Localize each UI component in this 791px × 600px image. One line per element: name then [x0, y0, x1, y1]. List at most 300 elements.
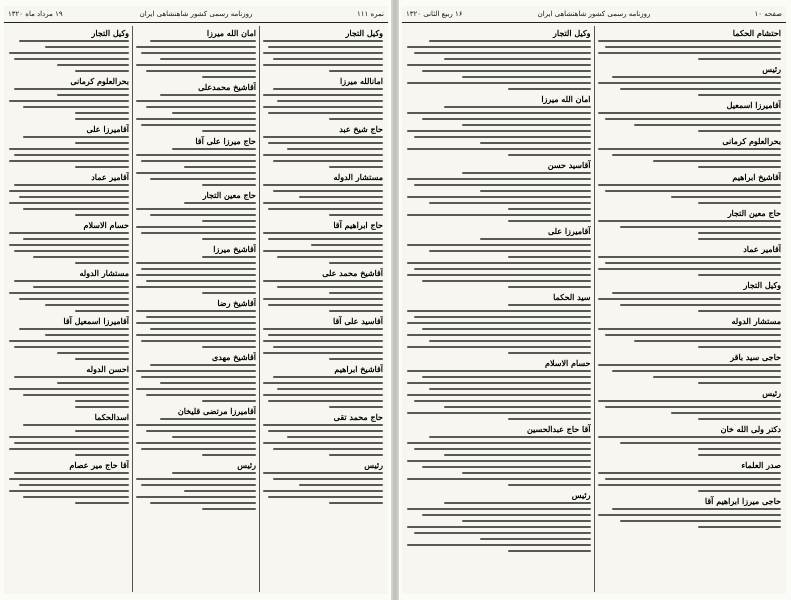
text-line	[263, 202, 383, 204]
text-line	[202, 508, 256, 510]
text-line	[598, 484, 782, 486]
text-line	[407, 196, 591, 198]
text-line	[414, 136, 590, 138]
text-line	[698, 94, 781, 96]
paragraph-text	[263, 40, 383, 72]
text-line	[202, 400, 256, 402]
text-line	[273, 448, 383, 450]
paragraph-text	[9, 88, 129, 120]
speaker-heading: حاج ابراهیم آقا	[333, 220, 383, 230]
text-line	[150, 328, 256, 330]
text-line	[136, 286, 256, 288]
speaker-heading: حسام الاسلام	[545, 358, 591, 368]
text-line	[329, 358, 383, 360]
paragraph-text	[9, 424, 129, 456]
speaker-heading: اسدالحکما	[94, 412, 129, 422]
speaker-heading: وکیل التجار	[553, 28, 591, 38]
text-line	[268, 496, 383, 498]
text-line	[9, 436, 129, 438]
text-line	[263, 382, 383, 384]
text-line	[620, 88, 781, 90]
text-line	[508, 208, 591, 210]
text-line	[273, 190, 383, 192]
text-line	[407, 322, 591, 324]
text-line	[263, 52, 383, 54]
speaker-heading: آقاشیخ محمدعلی	[198, 82, 256, 92]
text-line	[329, 292, 383, 294]
text-line	[414, 268, 590, 270]
text-line	[75, 262, 129, 264]
text-line	[14, 250, 129, 252]
text-line	[263, 352, 383, 354]
text-line	[273, 58, 383, 60]
text-line	[329, 166, 383, 168]
text-line	[9, 232, 129, 234]
text-line	[9, 52, 129, 54]
paragraph-text	[598, 220, 782, 240]
text-line	[634, 124, 781, 126]
left-page	[4, 6, 388, 594]
text-line	[136, 208, 256, 210]
speaker-heading: حاجی میرزا ابراهیم آقا	[704, 496, 781, 506]
right-column-1	[594, 26, 785, 592]
text-line	[273, 376, 383, 378]
right-page-number: صفحه ۱۰	[754, 10, 782, 18]
text-line	[136, 274, 256, 276]
text-line	[202, 130, 256, 132]
text-line	[698, 490, 781, 492]
text-line	[329, 502, 383, 504]
text-line	[407, 310, 591, 312]
text-line	[141, 448, 256, 450]
text-line	[146, 316, 256, 318]
text-line	[146, 394, 256, 396]
paragraph-text	[598, 148, 782, 168]
paragraph-text	[263, 232, 383, 264]
text-line	[141, 160, 256, 162]
text-line	[160, 94, 256, 96]
speaker-heading: مستشار الدوله	[333, 172, 383, 182]
text-line	[407, 370, 591, 372]
text-line	[407, 544, 591, 546]
left-page-header	[4, 6, 388, 23]
text-line	[273, 346, 383, 348]
paragraph-text	[9, 328, 129, 360]
speaker-heading: آقامیرزا اسمعیل	[726, 100, 781, 110]
text-line	[671, 196, 781, 198]
text-line	[444, 58, 591, 60]
text-line	[268, 112, 383, 114]
text-line	[263, 184, 383, 186]
text-line	[598, 268, 782, 270]
text-line	[407, 64, 591, 66]
speaker-heading: احتشام الحکما	[732, 28, 781, 38]
text-line	[508, 418, 591, 420]
text-line	[508, 286, 591, 288]
text-line	[150, 502, 256, 504]
text-line	[407, 130, 591, 132]
page-gutter	[391, 0, 399, 600]
text-line	[141, 232, 256, 234]
text-line	[414, 400, 590, 402]
text-line	[414, 184, 590, 186]
text-line	[23, 424, 129, 426]
text-line	[146, 430, 256, 432]
text-line	[75, 430, 129, 432]
text-line	[407, 274, 591, 276]
text-line	[136, 118, 256, 120]
text-line	[598, 256, 782, 258]
paragraph-text	[263, 88, 383, 120]
paragraph-text	[407, 172, 591, 222]
text-line	[268, 400, 383, 402]
text-line	[653, 376, 781, 378]
text-line	[698, 454, 781, 456]
text-line	[263, 40, 383, 42]
text-line	[508, 304, 591, 306]
paragraph-text	[598, 508, 782, 528]
text-line	[19, 40, 129, 42]
text-line	[263, 442, 383, 444]
text-line	[33, 256, 129, 258]
text-line	[698, 202, 781, 204]
left-column-1	[259, 26, 386, 592]
text-line	[75, 502, 129, 504]
text-line	[23, 136, 129, 138]
text-line	[329, 118, 383, 120]
text-line	[263, 280, 383, 282]
text-line	[75, 70, 129, 72]
speaker-heading: مستشار الدوله	[731, 316, 781, 326]
text-line	[141, 124, 256, 126]
text-line	[698, 526, 781, 528]
text-line	[75, 454, 129, 456]
paragraph-text	[136, 148, 256, 186]
text-line	[14, 442, 129, 444]
text-line	[462, 172, 590, 174]
text-line	[9, 340, 129, 342]
text-line	[480, 238, 590, 240]
speaker-heading: رئیس	[762, 64, 781, 74]
text-line	[620, 304, 781, 306]
text-line	[429, 436, 590, 438]
text-line	[136, 322, 256, 324]
right-page	[402, 6, 786, 594]
text-line	[407, 112, 591, 114]
speaker-heading: آقامیرزا اسمعیل آقا	[63, 316, 129, 326]
text-line	[605, 334, 781, 336]
speaker-heading: سید الحکما	[553, 292, 591, 302]
text-line	[277, 286, 383, 288]
text-line	[598, 400, 782, 402]
text-line	[9, 478, 129, 480]
left-page-number: نمره ۱۱۱	[356, 10, 384, 18]
text-line	[136, 64, 256, 66]
speaker-heading: آقامیرزا علی	[547, 226, 591, 236]
text-line	[45, 304, 129, 306]
text-line	[268, 304, 383, 306]
text-line	[263, 298, 383, 300]
text-line	[202, 184, 256, 186]
text-line	[75, 214, 129, 216]
text-line	[429, 202, 590, 204]
text-line	[698, 58, 781, 60]
paragraph-text	[9, 40, 129, 72]
text-line	[268, 208, 383, 210]
text-line	[263, 154, 383, 156]
speaker-heading: آقامیرزا علی	[86, 124, 129, 134]
text-line	[136, 46, 256, 48]
text-line	[653, 160, 781, 162]
text-line	[23, 238, 129, 240]
text-line	[263, 424, 383, 426]
text-line	[172, 148, 256, 150]
paragraph-text	[9, 376, 129, 408]
text-line	[698, 382, 781, 384]
speaker-heading: امان الله میرزا	[541, 94, 591, 104]
text-line	[698, 346, 781, 348]
text-line	[45, 334, 129, 336]
text-line	[202, 238, 256, 240]
text-line	[23, 106, 129, 108]
speaker-heading: آقاشیخ رضا	[217, 298, 256, 308]
text-line	[136, 310, 256, 312]
speaker-heading: حاج محمد تقی	[333, 412, 383, 422]
speaker-heading: وکیل التجار	[91, 28, 129, 38]
text-line	[57, 352, 129, 354]
paragraph-text	[263, 472, 383, 504]
text-line	[9, 202, 129, 204]
paragraph-text	[598, 364, 782, 384]
text-line	[277, 100, 383, 102]
paragraph-text	[9, 136, 129, 168]
text-line	[620, 226, 781, 228]
text-line	[14, 376, 129, 378]
text-line	[698, 274, 781, 276]
paragraph-text	[263, 184, 383, 216]
speaker-heading: رئیس	[762, 388, 781, 398]
text-line	[136, 442, 256, 444]
text-line	[598, 112, 782, 114]
text-line	[33, 286, 129, 288]
speaker-heading: حسام الاسلام	[83, 220, 129, 230]
speaker-heading: آقامیرزا مرتضی قلیخان	[177, 406, 256, 416]
text-line	[422, 514, 591, 516]
text-line	[263, 106, 383, 108]
text-line	[407, 442, 591, 444]
text-line	[605, 190, 781, 192]
text-line	[462, 472, 590, 474]
text-line	[508, 484, 591, 486]
paragraph-text	[598, 256, 782, 276]
paragraph-text	[136, 472, 256, 510]
paragraph-text	[407, 370, 591, 420]
text-line	[414, 448, 590, 450]
text-line	[136, 100, 256, 102]
speaker-heading: بحرالعلوم کرمانی	[722, 136, 781, 146]
text-line	[508, 154, 591, 156]
text-line	[605, 262, 781, 264]
speaker-heading: آقاشیخ محمد علی	[322, 268, 383, 278]
paragraph-text	[263, 280, 383, 312]
paragraph-text	[598, 76, 782, 96]
text-line	[508, 256, 591, 258]
text-line	[19, 484, 129, 486]
text-line	[407, 382, 591, 384]
text-line	[407, 478, 591, 480]
text-line	[311, 244, 383, 246]
text-line	[57, 94, 129, 96]
text-line	[598, 364, 782, 366]
text-line	[698, 310, 781, 312]
text-line	[136, 388, 256, 390]
text-line	[75, 310, 129, 312]
text-line	[620, 520, 781, 522]
text-line	[160, 58, 256, 60]
text-line	[136, 334, 256, 336]
text-line	[444, 454, 591, 456]
text-line	[263, 490, 383, 492]
text-line	[407, 262, 591, 264]
text-line	[598, 298, 782, 300]
text-line	[462, 76, 590, 78]
text-line	[273, 88, 383, 90]
text-line	[263, 472, 383, 474]
text-line	[141, 52, 256, 54]
right-page-columns	[404, 26, 784, 592]
text-line	[14, 58, 129, 60]
text-line	[598, 220, 782, 222]
text-line	[429, 40, 590, 42]
text-line	[598, 436, 782, 438]
text-line	[136, 262, 256, 264]
text-line	[698, 130, 781, 132]
text-line	[263, 250, 383, 252]
text-line	[329, 454, 383, 456]
speaker-heading: صدر العلماء	[741, 460, 781, 470]
text-line	[287, 148, 383, 150]
text-line	[277, 256, 383, 258]
text-line	[299, 196, 383, 198]
text-line	[268, 46, 383, 48]
text-line	[480, 190, 590, 192]
text-line	[605, 406, 781, 408]
text-line	[263, 94, 383, 96]
text-line	[45, 46, 129, 48]
speaker-heading: آقاشیخ ابراهیم	[732, 172, 781, 182]
speaker-heading: آقا حاج عبدالحسین	[527, 424, 591, 434]
text-line	[263, 340, 383, 342]
text-line	[605, 118, 781, 120]
speaker-heading: رئیس	[571, 490, 591, 500]
text-line	[329, 262, 383, 264]
text-line	[14, 472, 129, 474]
text-line	[329, 70, 383, 72]
paragraph-text	[407, 304, 591, 354]
text-line	[136, 424, 256, 426]
paragraph-text	[598, 184, 782, 204]
speaker-heading: امانالله میرزا	[340, 76, 383, 86]
text-line	[422, 328, 591, 330]
text-line	[407, 148, 591, 150]
text-line	[172, 436, 256, 438]
right-page-date: ۱۶ ربیع الثانی ۱۳۲۰	[406, 10, 463, 18]
paragraph-text	[598, 292, 782, 312]
text-line	[136, 370, 256, 372]
text-line	[598, 514, 782, 516]
text-line	[9, 160, 129, 162]
text-line	[414, 532, 590, 534]
paragraph-text	[136, 418, 256, 456]
text-line	[598, 40, 782, 42]
paragraph-text	[136, 310, 256, 348]
text-line	[268, 334, 383, 336]
text-line	[9, 292, 129, 294]
paragraph-text	[263, 376, 383, 408]
paragraph-text	[263, 136, 383, 168]
text-line	[150, 364, 256, 366]
text-line	[268, 142, 383, 144]
text-line	[146, 280, 256, 282]
text-line	[698, 418, 781, 420]
text-line	[277, 388, 383, 390]
text-line	[202, 76, 256, 78]
text-line	[598, 52, 782, 54]
speaker-heading: آقاشیخ مهدی	[212, 352, 256, 362]
text-line	[75, 406, 129, 408]
text-line	[612, 154, 781, 156]
speaker-heading: وکیل التجار	[743, 280, 781, 290]
text-line	[429, 250, 590, 252]
speaker-heading: رئیس	[364, 460, 383, 470]
text-line	[612, 508, 781, 510]
text-line	[612, 292, 781, 294]
text-line	[422, 466, 591, 468]
text-line	[23, 496, 129, 498]
text-line	[698, 238, 781, 240]
speaker-heading: حاج معین التجار	[727, 208, 781, 218]
text-line	[75, 112, 129, 114]
text-line	[508, 220, 591, 222]
text-line	[414, 316, 590, 318]
paragraph-text	[407, 238, 591, 288]
text-line	[75, 118, 129, 120]
text-line	[136, 496, 256, 498]
text-line	[422, 280, 591, 282]
text-line	[75, 142, 129, 144]
text-line	[160, 382, 256, 384]
text-line	[57, 64, 129, 66]
speaker-heading: وکیل التجار	[345, 28, 383, 38]
speaker-heading: آقامیر عماد	[743, 244, 781, 254]
text-line	[698, 448, 781, 450]
speaker-heading: آقاشیخ میرزا	[213, 244, 256, 254]
text-line	[698, 166, 781, 168]
right-page-header	[402, 6, 786, 23]
right-column-2	[404, 26, 594, 592]
text-line	[172, 472, 256, 474]
paragraph-text	[598, 400, 782, 420]
text-line	[620, 442, 781, 444]
text-line	[598, 472, 782, 474]
text-line	[150, 214, 256, 216]
paragraph-text	[9, 184, 129, 216]
paragraph-text	[598, 328, 782, 348]
speaker-heading: آقاسید علی آقا	[333, 316, 383, 326]
speaker-heading: آقا حاج میر عصام	[69, 460, 129, 470]
text-line	[598, 328, 782, 330]
text-line	[508, 550, 591, 552]
